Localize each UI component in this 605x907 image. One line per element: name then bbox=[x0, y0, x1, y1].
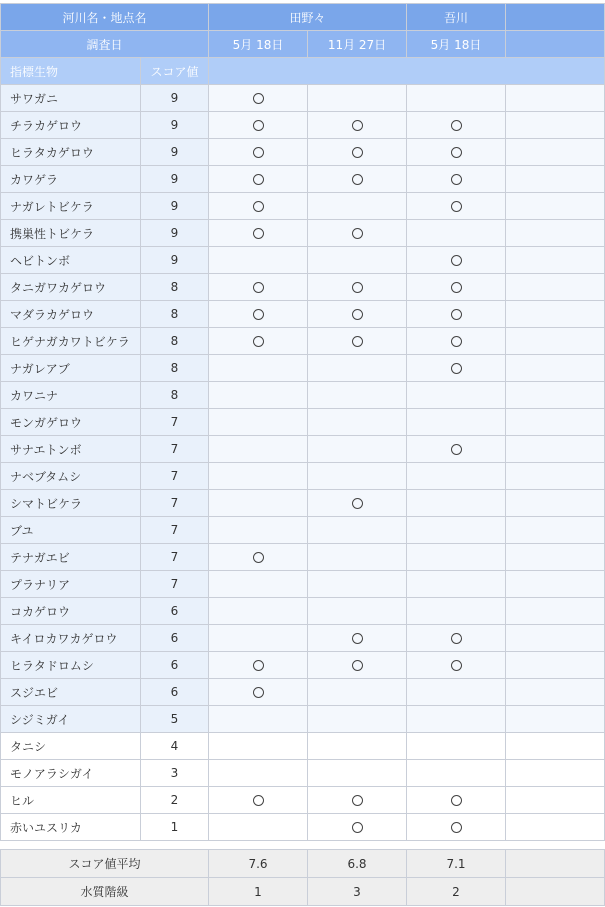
empty-cell bbox=[506, 463, 605, 490]
observation-cell bbox=[407, 598, 506, 625]
table-row bbox=[1, 220, 605, 247]
presence-circle-icon bbox=[451, 660, 462, 671]
score-value: 9 bbox=[141, 247, 209, 274]
empty-cell bbox=[506, 878, 605, 906]
score-value: 9 bbox=[141, 166, 209, 193]
river-name-agawa: 吾川 bbox=[407, 4, 506, 31]
presence-circle-icon bbox=[451, 363, 462, 374]
table-row bbox=[1, 598, 605, 625]
observation-cell bbox=[407, 706, 506, 733]
empty-cell bbox=[506, 193, 605, 220]
date-label: 調査日 bbox=[1, 31, 209, 58]
presence-circle-icon bbox=[253, 552, 264, 563]
empty-cell bbox=[506, 490, 605, 517]
empty-cell bbox=[506, 112, 605, 139]
presence-circle-icon bbox=[451, 633, 462, 644]
observation-cell bbox=[407, 166, 506, 193]
survey-date-3: 5月 18日 bbox=[407, 31, 506, 58]
presence-circle-icon bbox=[253, 687, 264, 698]
observation-cell bbox=[308, 301, 407, 328]
observation-cell bbox=[209, 274, 308, 301]
observation-cell bbox=[209, 166, 308, 193]
observation-cell bbox=[407, 301, 506, 328]
observation-cell bbox=[308, 598, 407, 625]
presence-circle-icon bbox=[352, 282, 363, 293]
presence-circle-icon bbox=[352, 147, 363, 158]
presence-circle-icon bbox=[352, 795, 363, 806]
water-quality-table bbox=[0, 3, 605, 906]
presence-circle-icon bbox=[253, 336, 264, 347]
score-value: 2 bbox=[141, 787, 209, 814]
observation-cell bbox=[407, 652, 506, 679]
empty-cell bbox=[506, 328, 605, 355]
observation-cell bbox=[209, 760, 308, 787]
observation-cell bbox=[308, 382, 407, 409]
empty-cell bbox=[506, 760, 605, 787]
empty-cell bbox=[506, 598, 605, 625]
presence-circle-icon bbox=[451, 336, 462, 347]
observation-cell bbox=[209, 220, 308, 247]
score-average-row bbox=[1, 850, 605, 878]
observation-cell bbox=[407, 544, 506, 571]
presence-circle-icon bbox=[451, 795, 462, 806]
presence-circle-icon bbox=[451, 309, 462, 320]
species-name: シマトビケラ bbox=[1, 490, 141, 517]
observation-cell bbox=[308, 544, 407, 571]
observation-cell bbox=[407, 355, 506, 382]
species-name: モノアラシガイ bbox=[1, 760, 141, 787]
observation-cell bbox=[209, 112, 308, 139]
observation-cell bbox=[407, 625, 506, 652]
score-value: 7 bbox=[141, 463, 209, 490]
empty-cell bbox=[506, 247, 605, 274]
score-value: 7 bbox=[141, 490, 209, 517]
presence-circle-icon bbox=[352, 309, 363, 320]
header-empty-cell bbox=[506, 31, 605, 58]
table-row bbox=[1, 625, 605, 652]
observation-cell bbox=[407, 85, 506, 112]
observation-cell bbox=[209, 679, 308, 706]
observation-cell bbox=[308, 652, 407, 679]
score-value: 9 bbox=[141, 112, 209, 139]
presence-circle-icon bbox=[451, 282, 462, 293]
observation-cell bbox=[308, 193, 407, 220]
table-row bbox=[1, 679, 605, 706]
observation-cell bbox=[407, 679, 506, 706]
table-row bbox=[1, 247, 605, 274]
score-value: 3 bbox=[141, 760, 209, 787]
species-name: カワニナ bbox=[1, 382, 141, 409]
table-row bbox=[1, 166, 605, 193]
observation-cell bbox=[308, 517, 407, 544]
empty-cell bbox=[506, 625, 605, 652]
score-value: 6 bbox=[141, 598, 209, 625]
observation-cell bbox=[308, 706, 407, 733]
observation-cell bbox=[308, 679, 407, 706]
species-name: サワガニ bbox=[1, 85, 141, 112]
survey-date-1: 5月 18日 bbox=[209, 31, 308, 58]
species-name: タニガワカゲロウ bbox=[1, 274, 141, 301]
score-average-value: 7.6 bbox=[209, 850, 308, 878]
score-value: 7 bbox=[141, 544, 209, 571]
species-name: ヒラタドロムシ bbox=[1, 652, 141, 679]
species-name: 赤いユスリカ bbox=[1, 814, 141, 841]
empty-cell bbox=[506, 733, 605, 760]
species-name: コカゲロウ bbox=[1, 598, 141, 625]
presence-circle-icon bbox=[253, 93, 264, 104]
observation-cell bbox=[308, 247, 407, 274]
observation-cell bbox=[407, 733, 506, 760]
presence-circle-icon bbox=[352, 336, 363, 347]
observation-cell bbox=[209, 787, 308, 814]
observation-cell bbox=[209, 733, 308, 760]
observation-cell bbox=[209, 814, 308, 841]
species-name: ブユ bbox=[1, 517, 141, 544]
observation-cell bbox=[209, 247, 308, 274]
observation-cell bbox=[407, 220, 506, 247]
species-name: スジエビ bbox=[1, 679, 141, 706]
species-name: ヘビトンボ bbox=[1, 247, 141, 274]
species-name: テナガエビ bbox=[1, 544, 141, 571]
observation-cell bbox=[308, 328, 407, 355]
water-quality-grade-row bbox=[1, 878, 605, 906]
observation-cell bbox=[209, 571, 308, 598]
empty-cell bbox=[506, 850, 605, 878]
observation-cell bbox=[407, 112, 506, 139]
observation-cell bbox=[407, 382, 506, 409]
species-name: キイロカワカゲロウ bbox=[1, 625, 141, 652]
species-name: 携巣性トビケラ bbox=[1, 220, 141, 247]
score-average-label: スコア値平均 bbox=[1, 850, 209, 878]
river-label: 河川名・地点名 bbox=[1, 4, 209, 31]
observation-cell bbox=[407, 814, 506, 841]
table-row bbox=[1, 760, 605, 787]
table-row bbox=[1, 112, 605, 139]
presence-circle-icon bbox=[253, 228, 264, 239]
presence-circle-icon bbox=[352, 120, 363, 131]
empty-cell bbox=[506, 787, 605, 814]
observation-cell bbox=[407, 409, 506, 436]
table-row bbox=[1, 571, 605, 598]
table-row bbox=[1, 544, 605, 571]
score-value: 7 bbox=[141, 571, 209, 598]
observation-cell bbox=[308, 166, 407, 193]
score-value: 9 bbox=[141, 139, 209, 166]
table-row bbox=[1, 139, 605, 166]
table-row bbox=[1, 733, 605, 760]
empty-cell bbox=[506, 436, 605, 463]
presence-circle-icon bbox=[352, 498, 363, 509]
observation-cell bbox=[407, 274, 506, 301]
header-blank-span bbox=[209, 58, 605, 85]
observation-cell bbox=[407, 571, 506, 598]
empty-cell bbox=[506, 409, 605, 436]
table-row bbox=[1, 409, 605, 436]
presence-circle-icon bbox=[253, 660, 264, 671]
observation-cell bbox=[407, 193, 506, 220]
empty-cell bbox=[506, 166, 605, 193]
observation-cell bbox=[209, 598, 308, 625]
species-name: モンガゲロウ bbox=[1, 409, 141, 436]
observation-cell bbox=[308, 85, 407, 112]
header-row-date bbox=[1, 31, 605, 58]
empty-cell bbox=[506, 571, 605, 598]
presence-circle-icon bbox=[451, 201, 462, 212]
score-value: 1 bbox=[141, 814, 209, 841]
empty-cell bbox=[506, 85, 605, 112]
score-value: 6 bbox=[141, 652, 209, 679]
species-name: タニシ bbox=[1, 733, 141, 760]
score-value: 7 bbox=[141, 409, 209, 436]
presence-circle-icon bbox=[253, 309, 264, 320]
score-value: 9 bbox=[141, 193, 209, 220]
observation-cell bbox=[308, 814, 407, 841]
table-row bbox=[1, 814, 605, 841]
observation-cell bbox=[209, 436, 308, 463]
table-row bbox=[1, 436, 605, 463]
score-average-value: 6.8 bbox=[308, 850, 407, 878]
empty-cell bbox=[506, 139, 605, 166]
presence-circle-icon bbox=[253, 174, 264, 185]
species-name: ヒラタカゲロウ bbox=[1, 139, 141, 166]
table-row bbox=[1, 328, 605, 355]
observation-cell bbox=[209, 328, 308, 355]
table-row bbox=[1, 193, 605, 220]
table-row bbox=[1, 85, 605, 112]
species-name: ヒゲナガカワトビケラ bbox=[1, 328, 141, 355]
species-name: サナエトンボ bbox=[1, 436, 141, 463]
observation-cell bbox=[308, 220, 407, 247]
empty-cell bbox=[506, 301, 605, 328]
presence-circle-icon bbox=[253, 147, 264, 158]
score-average-value: 7.1 bbox=[407, 850, 506, 878]
table-row bbox=[1, 355, 605, 382]
species-name: ナベブタムシ bbox=[1, 463, 141, 490]
observation-cell bbox=[308, 463, 407, 490]
presence-circle-icon bbox=[253, 201, 264, 212]
presence-circle-icon bbox=[451, 444, 462, 455]
survey-date-2: 11月 27日 bbox=[308, 31, 407, 58]
species-column-header: 指標生物 bbox=[1, 58, 141, 85]
observation-cell bbox=[308, 625, 407, 652]
header-row-river bbox=[1, 4, 605, 31]
observation-cell bbox=[308, 112, 407, 139]
empty-cell bbox=[506, 274, 605, 301]
presence-circle-icon bbox=[451, 822, 462, 833]
presence-circle-icon bbox=[451, 147, 462, 158]
observation-cell bbox=[209, 139, 308, 166]
observation-cell bbox=[209, 382, 308, 409]
empty-cell bbox=[506, 220, 605, 247]
score-value: 8 bbox=[141, 382, 209, 409]
observation-cell bbox=[407, 490, 506, 517]
empty-cell bbox=[506, 355, 605, 382]
empty-cell bbox=[506, 679, 605, 706]
score-value: 8 bbox=[141, 274, 209, 301]
observation-cell bbox=[209, 355, 308, 382]
presence-circle-icon bbox=[253, 795, 264, 806]
observation-cell bbox=[209, 625, 308, 652]
observation-cell bbox=[308, 409, 407, 436]
score-value: 6 bbox=[141, 679, 209, 706]
score-value: 6 bbox=[141, 625, 209, 652]
species-name: チラカゲロウ bbox=[1, 112, 141, 139]
spacer-row bbox=[1, 841, 605, 850]
observation-cell bbox=[308, 733, 407, 760]
observation-cell bbox=[209, 85, 308, 112]
presence-circle-icon bbox=[352, 633, 363, 644]
observation-cell bbox=[209, 301, 308, 328]
table-row bbox=[1, 652, 605, 679]
score-value: 7 bbox=[141, 517, 209, 544]
table-row bbox=[1, 706, 605, 733]
table-row bbox=[1, 517, 605, 544]
presence-circle-icon bbox=[451, 255, 462, 266]
score-value: 4 bbox=[141, 733, 209, 760]
observation-cell bbox=[308, 787, 407, 814]
presence-circle-icon bbox=[451, 120, 462, 131]
observation-cell bbox=[209, 544, 308, 571]
empty-cell bbox=[506, 517, 605, 544]
species-name: プラナリア bbox=[1, 571, 141, 598]
score-value: 5 bbox=[141, 706, 209, 733]
water-quality-grade-value: 3 bbox=[308, 878, 407, 906]
table-row bbox=[1, 463, 605, 490]
score-value: 9 bbox=[141, 220, 209, 247]
presence-circle-icon bbox=[352, 174, 363, 185]
river-name-tanono: 田野々 bbox=[209, 4, 407, 31]
score-column-header: スコア値 bbox=[141, 58, 209, 85]
empty-cell bbox=[506, 382, 605, 409]
presence-circle-icon bbox=[352, 228, 363, 239]
table-row bbox=[1, 490, 605, 517]
empty-cell bbox=[506, 544, 605, 571]
header-row-columns bbox=[1, 58, 605, 85]
observation-cell bbox=[308, 490, 407, 517]
observation-cell bbox=[209, 409, 308, 436]
observation-cell bbox=[308, 355, 407, 382]
observation-cell bbox=[407, 247, 506, 274]
presence-circle-icon bbox=[451, 174, 462, 185]
observation-cell bbox=[209, 463, 308, 490]
score-value: 9 bbox=[141, 85, 209, 112]
species-name: シジミガイ bbox=[1, 706, 141, 733]
empty-cell bbox=[506, 814, 605, 841]
species-name: ナガレトビケラ bbox=[1, 193, 141, 220]
observation-cell bbox=[209, 193, 308, 220]
observation-cell bbox=[407, 139, 506, 166]
water-quality-grade-value: 1 bbox=[209, 878, 308, 906]
observation-cell bbox=[407, 517, 506, 544]
water-quality-grade-label: 水質階級 bbox=[1, 878, 209, 906]
species-name: ナガレアブ bbox=[1, 355, 141, 382]
table-row bbox=[1, 382, 605, 409]
score-value: 7 bbox=[141, 436, 209, 463]
observation-cell bbox=[407, 760, 506, 787]
observation-cell bbox=[209, 517, 308, 544]
observation-cell bbox=[407, 463, 506, 490]
observation-cell bbox=[209, 490, 308, 517]
species-name: ヒル bbox=[1, 787, 141, 814]
table-row bbox=[1, 787, 605, 814]
observation-cell bbox=[407, 787, 506, 814]
water-quality-grade-value: 2 bbox=[407, 878, 506, 906]
observation-cell bbox=[209, 652, 308, 679]
score-value: 8 bbox=[141, 355, 209, 382]
observation-cell bbox=[308, 571, 407, 598]
species-name: カワゲラ bbox=[1, 166, 141, 193]
observation-cell bbox=[209, 706, 308, 733]
presence-circle-icon bbox=[253, 120, 264, 131]
presence-circle-icon bbox=[352, 660, 363, 671]
presence-circle-icon bbox=[253, 282, 264, 293]
table-row bbox=[1, 301, 605, 328]
score-value: 8 bbox=[141, 301, 209, 328]
observation-cell bbox=[407, 328, 506, 355]
observation-cell bbox=[308, 274, 407, 301]
table-row bbox=[1, 274, 605, 301]
header-empty-cell bbox=[506, 4, 605, 31]
observation-cell bbox=[308, 760, 407, 787]
species-name: マダラカゲロウ bbox=[1, 301, 141, 328]
observation-cell bbox=[308, 139, 407, 166]
spacer-cell bbox=[1, 841, 605, 850]
empty-cell bbox=[506, 652, 605, 679]
observation-cell bbox=[407, 436, 506, 463]
presence-circle-icon bbox=[352, 822, 363, 833]
score-value: 8 bbox=[141, 328, 209, 355]
observation-cell bbox=[308, 436, 407, 463]
empty-cell bbox=[506, 706, 605, 733]
